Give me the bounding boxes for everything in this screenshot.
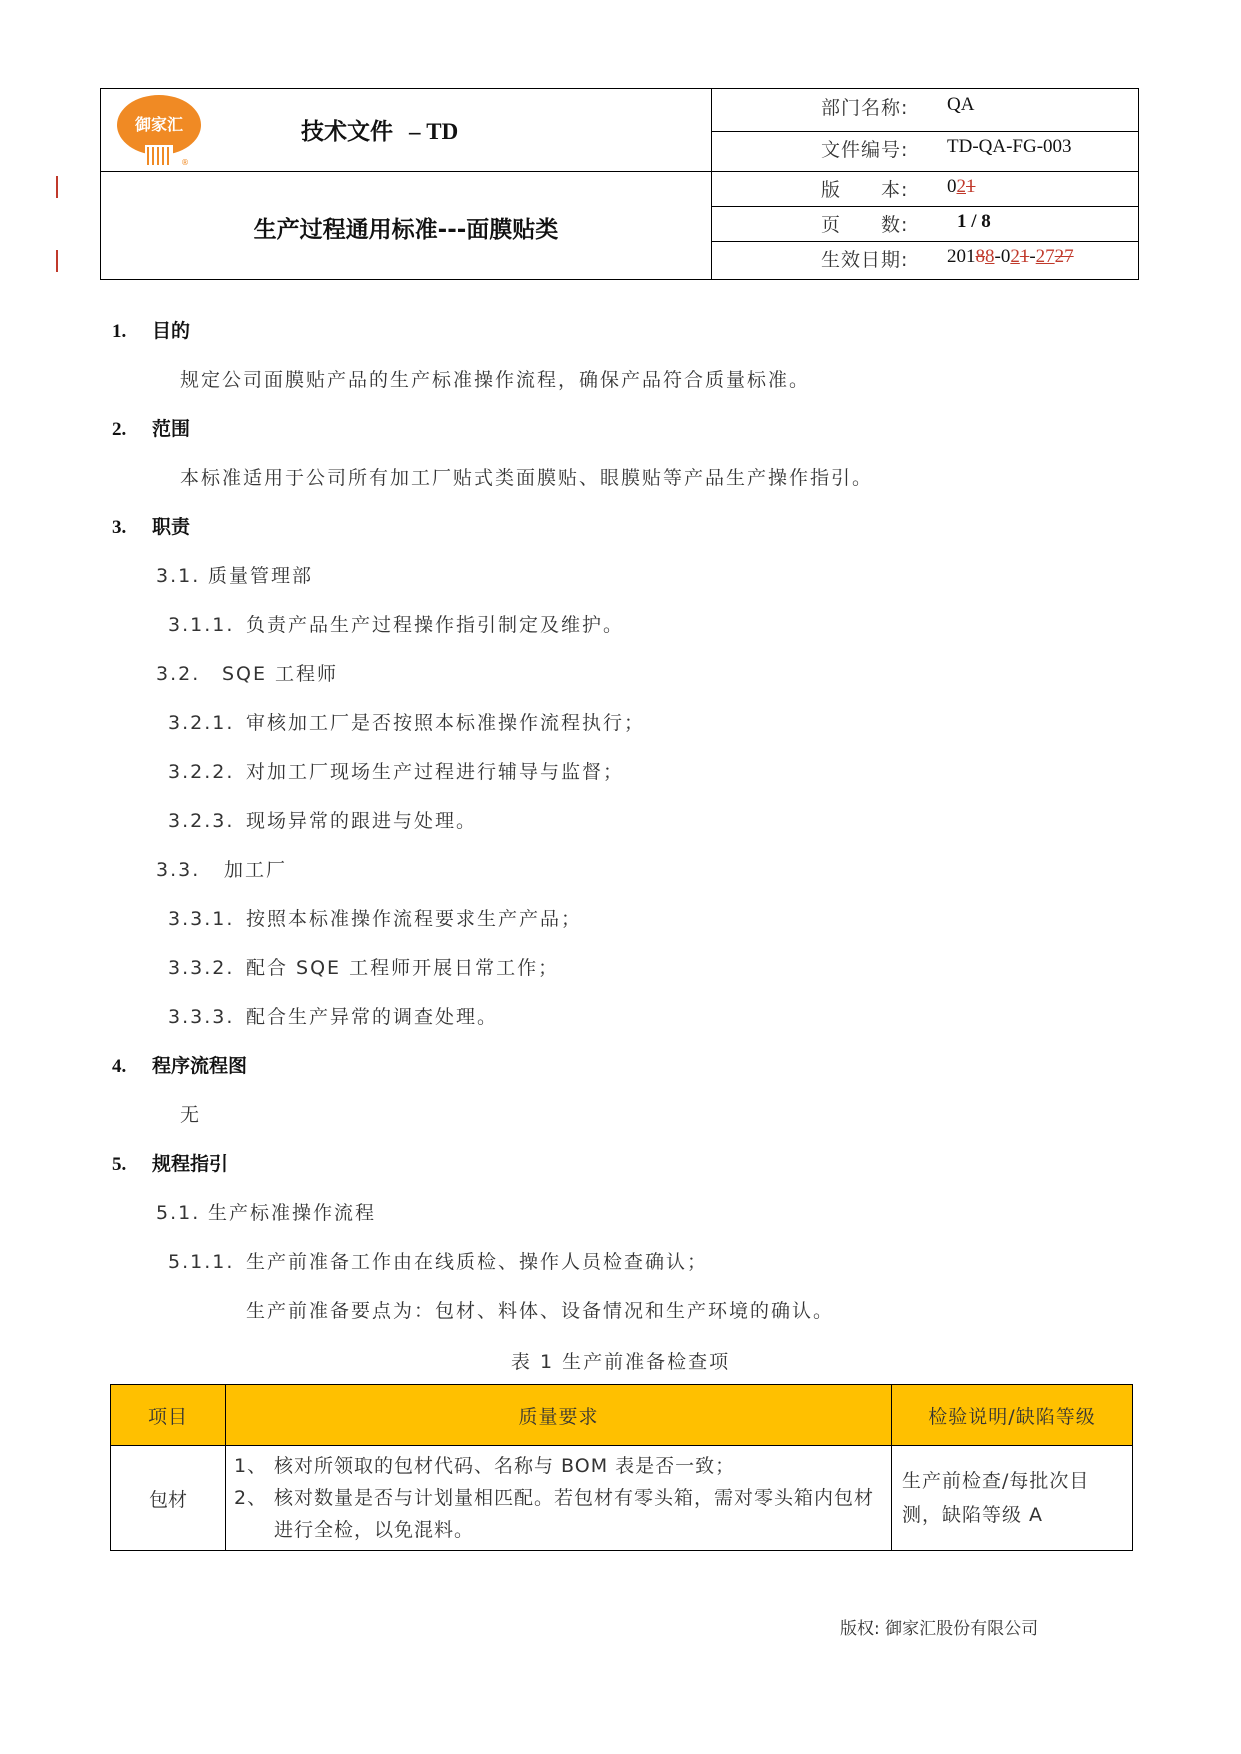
paragraph: 规定公司面膜贴产品的生产标准操作流程，确保产品符合质量标准。 [180,369,811,391]
table-caption: 表 1 生产前准备检查项 [510,1351,731,1373]
inspection-table [110,1384,1133,1551]
list-item: 3.3. 加工厂 [156,859,288,881]
column-header: 检验说明/缺陷等级 [892,1385,1133,1446]
section-heading: 4. 程序流程图 [112,1055,248,1077]
meta-pages: 页 数: 1 / 8 [821,211,991,236]
list-item: 3.1. 质量管理部 [156,565,314,587]
doc-type: 技术文件 – TD [301,119,459,145]
column-header: 质量要求 [226,1385,892,1446]
list-item: 5.1.1. 生产前准备工作由在线质检、操作人员检查确认； [168,1251,709,1273]
company-logo [115,95,203,167]
doc-title: 生产过程通用标准---面膜贴类 [253,217,559,243]
section-heading: 2. 范围 [112,418,191,440]
table-cell-item: 包材 [111,1446,226,1551]
list-item: 5.1. 生产标准操作流程 [156,1202,377,1224]
paragraph: 生产前准备要点为：包材、料体、设备情况和生产环境的确认。 [246,1300,835,1322]
copyright-footer: 版权: 御家汇股份有限公司 [840,1619,1039,1639]
column-header: 项目 [111,1385,226,1446]
list-item: 3.2.1. 审核加工厂是否按照本标准操作流程执行； [168,712,646,734]
meta-doc-number: 文件编号: TD-QA-FG-003 [821,136,1072,161]
table-header-row [111,1385,1133,1446]
paragraph: 本标准适用于公司所有加工厂贴式类面膜贴、眼膜贴等产品生产操作指引。 [180,467,874,489]
list-item: 3.2.3. 现场异常的跟进与处理。 [168,810,478,832]
logo-text: 御家汇 [134,115,184,134]
section-heading: 5. 规程指引 [112,1153,229,1175]
section-heading: 1. 目的 [112,320,191,342]
meta-version: 版 本: 021 [821,176,976,201]
list-item: 3.3.3. 配合生产异常的调查处理。 [168,1006,499,1028]
list-item: 3.2.2. 对加工厂现场生产过程进行辅导与监督； [168,761,625,783]
list-item: 3.2. SQE 工程师 [156,663,339,685]
list-item: 3.1.1. 负责产品生产过程操作指引制定及维护。 [168,614,625,636]
section-heading: 3. 职责 [112,516,191,538]
svg-text:®: ® [181,158,189,167]
document-header [100,88,1139,280]
meta-effective-date: 生效日期: 20188-021-2727 [821,246,1074,271]
list-item: 3.3.1. 按照本标准操作流程要求生产产品； [168,908,583,930]
table-cell-requirements: 1、 核对所领取的包材代码、名称与 BOM 表是否一致； 2、 核对数量是否与计划量相匹配。若包材有零头箱，需对零头箱内包材进行全检，以免混料。 [226,1446,892,1551]
meta-department: 部门名称: QA [821,94,975,119]
list-item: 3.3.2. 配合 SQE 工程师开展日常工作； [168,957,560,979]
revision-mark [56,250,58,272]
revision-mark [56,176,58,198]
table-cell-inspection: 生产前检查/每批次目测，缺陷等级 A [892,1446,1133,1551]
table-row [111,1446,1133,1551]
paragraph: 无 [180,1104,202,1126]
